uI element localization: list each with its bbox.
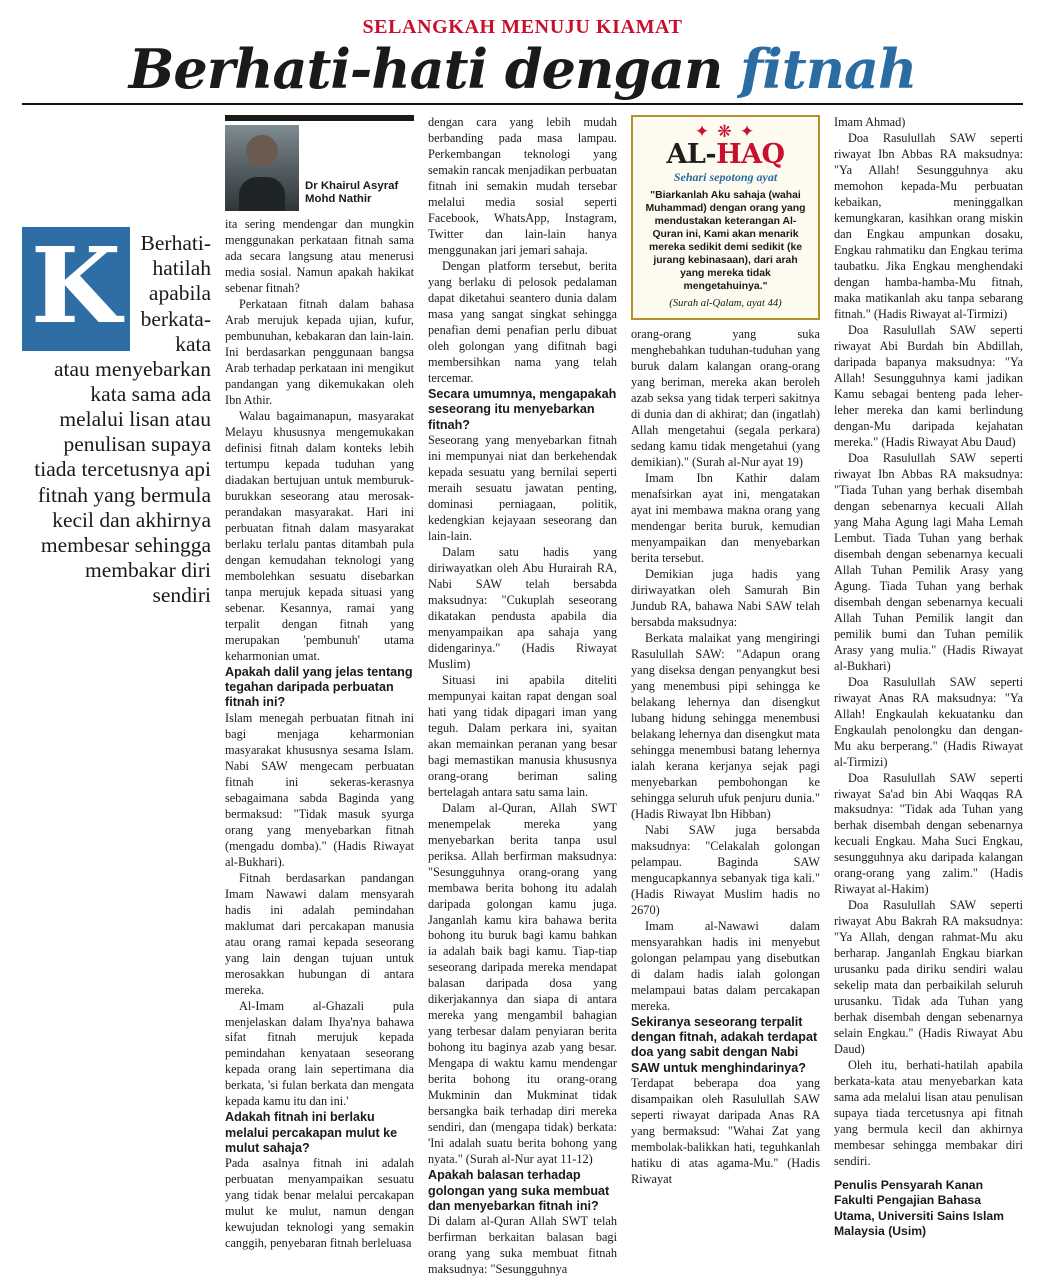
author-rule	[225, 115, 414, 121]
paragraph: Doa Rasulullah SAW seperti riwayat Abi Burdah bin Abdillah, daripada bapanya maksudnya: "Ya Allah! Sesungguhnya kami jadikan Kamu sebagai benteng pada leher-leher mereka dan kami berlindung dengan-Mu daripada kejahatan mereka." (Hadis Riwayat Abu Daud)	[834, 322, 1023, 449]
paragraph: Terdapat beberapa doa yang disampaikan oleh Rasulullah SAW seperti riwayat daripada Anas RA yang bermaksud: "Wahai Zat yang membolak-balikkan hati, teguhkanlah hatiku di atas agama-Mu." (Hadis Riwayat	[631, 1075, 820, 1186]
subheading: Apakah dalil yang jelas tentang tegahan daripada perbuatan fitnah ini?	[225, 664, 413, 710]
paragraph: Imam Ahmad)	[834, 115, 906, 130]
paragraph: Dalam al-Quran, Allah SWT menempelak mereka yang menyebarkan berita tanpa usul periksa. Allah berfirman maksudnya: "Sesungguhnya orang-orang yang membawa berita bohong itu adalah daripada golongan kamu juga. Janganlah kamu kira bahawa berita bohong itu buruk bagi kamu bahkan ia adalah baik bagi kamu. Tiap-tiap seseorang daripada mereka mendapat balasan daripada dosa yang dikerjakannya dan siapa di antara mereka yang mengambil bahagian yang terbesar dalam penyiaran berita bohong itu baginya azab yang besar. Mengapa di waktu kamu mendengar berita bohong itu orang-orang Mukminin dan Mukminat tidak bersangka baik terhadap diri mereka sendiri, dan (mengapa tidak) berkata: 'Ini adalah suatu berita bohong yang nyata." (Surah al-Nur ayat 11-12)	[428, 800, 617, 1167]
paragraph: Doa Rasulullah SAW seperti riwayat Anas RA maksudnya: "Ya Allah! Engkaulah kekuatanku dan Engkaulah penolongku dan dengan-Mu aku berperang." (Hadis Riwayat al-Tirmizi)	[834, 674, 1023, 769]
author-name-line1: Dr Khairul Asyraf	[305, 179, 399, 192]
paragraph: Demikian juga hadis yang diriwayatkan oleh Samurah Bin Jundub RA, bahawa Nabi SAW telah bersabda maksudnya:	[631, 566, 820, 629]
paragraph: Dengan platform tersebut, berita yang berlaku di pelosok pedalaman dapat diketahui seantero dunia dalam masa yang sangat singkat sehingga penafian demi penafian perlu dibuat oleh golongan yang difitnah bagi membersihkan nama yang telah tercemar.	[428, 259, 617, 385]
author-name-line2: Mohd Nathir	[305, 193, 372, 206]
paragraph: Di dalam al-Quran Allah SWT telah berfirman berkaitan balasan bagi orang yang suka membuat fitnah maksudnya: "Sesungguhnya	[428, 1214, 617, 1277]
paragraph: ita sering mendengar dan mungkin menggunakan perkataan fitnah sama ada secara langsung atau menerusi media sosial. Namun apakah hakikat sebenar fitnah?	[225, 217, 414, 296]
alhaq-quote: "Biarkanlah Aku sahaja (wahai Muhammad) dengan orang yang mendustakan keterangan Al-Quran ini, Kami akan menarik mereka sedikit demi sedikit (ke jurang kebinasaan), dari arah yang mereka tidak mengetahuinya."	[645, 189, 806, 292]
column-5	[834, 115, 1023, 1239]
paragraph: Oleh itu, berhati-hatilah apabila berkata-kata atau menyebarkan kata sama ada melalui lisan atau penulisan supaya tiada tercetusnya api fitnah yang bermula kecil dan akhirnya membesar sehingga membakar diri sendiri.	[834, 1058, 1023, 1169]
page-title	[22, 37, 1023, 101]
paragraph: Islam menegah perbuatan fitnah ini bagi menjaga keharmonian masyarakat khususnya sesama Islam. Nabi SAW mengecam perbuatan fitnah ini sekeras-kerasnya sebagaimana sabda Baginda yang bermaksud: "Tidak masuk syurga orang yang menyebarkan fitnah (mengadu domba)." (Hadis Riwayat al-Bukhari).	[225, 710, 414, 869]
subheading: Secara umumnya, mengapakah seseorang itu menyebarkan fitnah?	[428, 386, 617, 432]
paragraph: dengan cara yang lebih mudah berbanding pada masa lampau. Perkembangan teknologi yang semakin rancak menjadikan perbuatan fitnah ini semakin mudah tersebar melalui media sosial seperti Facebook, WhatsApp, Instagram, Twitter dan lain-lain hanya menggunakan jari jemari sahaja.	[428, 115, 617, 258]
alhaq-title-al: AL-	[666, 139, 717, 171]
author-name	[305, 180, 398, 211]
divider	[22, 103, 1023, 105]
paragraph: Doa Rasulullah SAW seperti riwayat Ibn Abbas RA maksudnya: "Ya Allah! Sesungguhnya aku memohon kepada-Mu perbuatan kebaikan, meninggalkan kemungkaran, kasihkan orang miskin dan Engkau ampunkan dosaku, Engkau rahmatiku dan Engkau terima taubatku. Jika Engkau menghendaki dengan hamba-hamba-Mu fitnah, maka matikanlah aku tanpa sebarang fitnah." (Hadis Riwayat al-Tirmizi)	[834, 131, 1023, 321]
paragraph: Fitnah berdasarkan pandangan Imam Nawawi dalam mensyarah hadis ini adalah pemindahan maklumat dari percakapan manusia atau orang ramai kepada seseorang yang lain dengan tujuan untuk merosakkan hubungan di antara mereka.	[225, 870, 414, 997]
paragraph: Al-Imam al-Ghazali pula menjelaskan dalam Ihya'nya bahawa sifat fitnah merujuk kepada pemindahan kenyataan seseorang kepada orang lain sepertimana dia berkata, 'si fulan berkata dan mengata kepada kamu itu dan ini.'	[225, 998, 414, 1109]
paragraph: Walau bagaimanapun, masyarakat Melayu khususnya mengemukakan definisi fitnah dalam konteks lebih tertumpu kepada tuduhan yang diadakan bertujuan untuk memburuk-burukkan seseorang atau merosak-perandakan masyarakat. Hari ini perbuatan fitnah dalam masyarakat berlaku terlalu pantas ditambah pula dengan kemudahan teknologi yang membolehkan sesuatu disebarkan tanpa merujuk kepada situasi yang sebenar. Kesannya, ramai yang terpalit dengan fitnah yang merupakan 'pembunuh' utama keharmonian umat.	[225, 408, 414, 663]
paragraph: Doa Rasulullah SAW seperti riwayat Sa'ad bin Abi Waqqas RA maksudnya: "Tidak ada Tuhan yang berhak disembah dengan sebenarnya kecuali Engkau. Maha Suci Engkau, sesungguhnya aku daripada kalangan orang-orang yang zalim." (Hadis Riwayat al-Hakim)	[834, 770, 1023, 897]
column-1	[22, 115, 211, 608]
alhaq-title-haq: HAQ	[716, 139, 785, 171]
author-block	[225, 125, 414, 211]
paragraph: Imam Ibn Kathir dalam menafsirkan ayat ini, mengatakan ayat ini membawa makna orang yang mendengar berita buruk, kemudian menyampaikan dan menyebarkan berita tersebut.	[631, 471, 820, 565]
paragraph: Perkataan fitnah dalam bahasa Arab merujuk kepada ujian, kufur, pembunuhan, kebakaran dan lain-lain. Ini berdasarkan penggunaan bangsa Arab terhadap perkataan ini mengikut pandangan yang dikemukakan oleh Ibn Athir.	[225, 297, 414, 407]
author-credit: Penulis Pensyarah Kanan Fakulti Pengajian Bahasa Utama, Universiti Sains Islam Malaysia (Usim)	[834, 1178, 1005, 1238]
alhaq-subtitle: Sehari sepotong ayat	[673, 169, 778, 184]
paragraph: Nabi SAW juga bersabda maksudnya: "Celakalah golongan pelampau. Baginda SAW mengucapkannya sebanyak tiga kali." (Hadis Riwayat Muslim hadis no 2670)	[631, 822, 820, 917]
alhaq-title	[641, 141, 810, 169]
headline-main: Berhati-hati dengan	[128, 37, 741, 101]
headline-accent: fitnah	[740, 37, 917, 101]
subheading: Sekiranya seseorang terpalit dengan fitnah, adakah terdapat doa yang sabit dengan Nabi SAW untuk menghindarinya?	[631, 1014, 818, 1075]
ornament-icon: ✦ ❋ ✦	[694, 122, 757, 142]
author-photo	[225, 125, 299, 211]
article-columns	[22, 115, 1023, 1278]
pull-quote: Berhati-hatilah apabila berkata-kata atau menyebarkan kata sama ada melalui lisan atau penulisan supaya tiada tercetusnya api fitnah yang bermula kecil dan akhirnya membesar sehingga membakar diri sendiri	[34, 231, 211, 608]
subheading: Apakah balasan terhadap golongan yang suka membuat dan menyebarkan fitnah ini?	[428, 1168, 610, 1213]
paragraph: orang-orang yang suka menghebahkan tuduhan-tuduhan yang buruk dalam kalangan orang-orang yang beriman, mereka akan beroleh azab seksa yang tidak terperi sakitnya di dunia dan di akhirat; dan (ingatlah) Allah mengetahui (segala perkara) sedang kamu tidak mengetahui (yang demikian)." (Surah al-Nur ayat 19)	[631, 327, 820, 470]
column-2	[225, 115, 414, 1252]
paragraph: Seseorang yang menyebarkan fitnah ini mempunyai niat dan berkehendak kepada sesuatu yang bernilai seperti meraih sesuatu jawatan penting, dominasi perniagaan, politik, kedengkian kejayaan seseorang dan lain-lain.	[428, 432, 617, 543]
subheading: Adakah fitnah ini berlaku melalui percakapan mulut ke mulut sahaja?	[225, 1110, 398, 1156]
kicker: SELANGKAH MENUJU KIAMAT	[362, 16, 683, 38]
alhaq-box	[631, 115, 820, 320]
column-4	[631, 115, 820, 1188]
paragraph: Berkata malaikat yang mengiringi Rasulullah SAW: "Adapun orang yang diseksa dengan penyangkut besi yang menembusi pipi sehingga ke belakang lehernya dan disengkut lubang hidung sehingga menembusi belakang lehernya dan disengkut mata sehingga menembusi batang lehernya ialah kerana kerjanya sejak pagi menyebarkan pembohongan ke sehingga seluruh ufuk penjuru dunia." (Hadis Riwayat Ibn Hibban)	[631, 630, 820, 821]
paragraph: Imam al-Nawawi dalam mensyarahkan hadis ini menyebut golongan pelampau yang disebutkan di dalam hadis ialah golongan melampaui batas dalam percakapan mereka.	[631, 918, 820, 1013]
alhaq-source: (Surah al-Qalam, ayat 44)	[669, 297, 782, 309]
paragraph: Doa Rasulullah SAW seperti riwayat Abu Bakrah RA maksudnya: "Ya Allah, dengan rahmat-Mu aku berharap. Janganlah Engkau biarkan urusanku pada diriku sendiri walau sekelip mata dan perbaikilah seluruh urusanku. Tidak ada Tuhan yang berhak disembah dengan sebenarnya selain Engkau." (Hadis Riwayat Abu Daud)	[834, 898, 1023, 1057]
column-3	[428, 115, 617, 1278]
paragraph: Situasi ini apabila diteliti mempunyai kaitan rapat dengan soal hati yang tidak dipagari iman yang teguh. Dalam perkara ini, syaitan akan memainkan peranan yang besar bagi memastikan manusia khususnya orang-orang beriman saling bertelagah antara satu sama lain.	[428, 672, 617, 799]
paragraph: Dalam satu hadis yang diriwayatkan oleh Abu Hurairah RA, Nabi SAW telah bersabda maksudnya: "Cukuplah seseorang dikatakan pendusta apabila dia menyampaikan apa sahaja yang didengarinya." (Hadis Riwayat Muslim)	[428, 544, 617, 671]
dropcap-letter: K	[22, 227, 130, 351]
paragraph: Pada asalnya fitnah ini adalah perbuatan menyampaikan sesuatu yang tidak benar melalui percakapan mulut ke mulut, namun dengan kewujudan teknologi yang semakin canggih, penyebaran fitnah berleluasa	[225, 1156, 414, 1251]
paragraph: Doa Rasulullah SAW seperti riwayat Ibn Abbas RA maksudnya: "Tiada Tuhan yang berhak disembah dengan sebenarnya kecuali Allah yang Maha Agung lagi Maha Lemah Lembut. Tiada Tuhan yang berhak disembah dengan sebenarnya kecuali Allah Tuhan Pemilik Arasy yang Agung. Tiada Tuhan yang berhak disembah dengan sebenarnya kecuali Allah Tuhan Pemilik langit dan pemilik bumi dan Tuhan pemilik Arasy yang mulia." (Hadis Riwayat al-Bukhari)	[834, 450, 1023, 673]
